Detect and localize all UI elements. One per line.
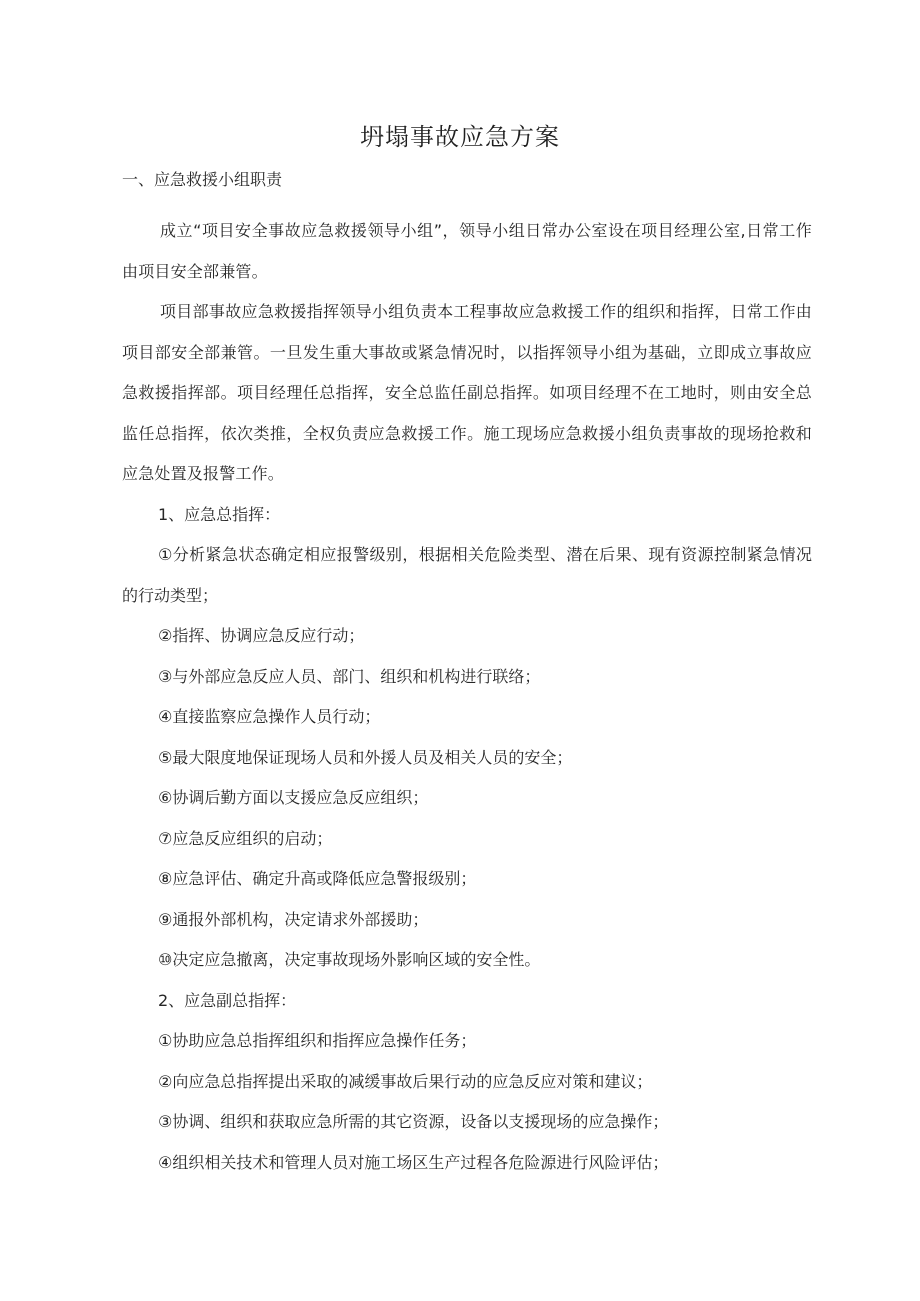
subsection-heading: 2、应急副总指挥： <box>158 990 297 1010</box>
list-item: ②向应急总指挥提出采取的减缓事故后果行动的应急反应对策和建议； <box>158 1071 653 1091</box>
list-item: ②指挥、协调应急反应行动； <box>158 626 365 645</box>
document-title: 坍塌事故应急方案 <box>360 123 560 151</box>
list-item: ⑩决定应急撤离，决定事故现场外影响区域的安全性。 <box>158 950 541 969</box>
list-item: ⑤最大限度地保证现场人员和外援人员及相关人员的安全； <box>158 747 573 767</box>
list-item: ③与外部应急反应人员、部门、组织和机构进行联络； <box>158 666 541 686</box>
list-item: ①分析紧急状态确定相应报警级别，根据相关危险类型、潜在后果、现有资源控制紧急情况的行动类型； <box>122 545 812 605</box>
list-item: ③协调、组织和获取应急所需的其它资源，设备以支援现场的应急操作； <box>158 1112 669 1131</box>
subsection-heading: 1、应急总指挥： <box>158 504 281 524</box>
list-item: ⑧应急评估、确定升高或降低应急警报级别； <box>158 869 477 888</box>
list-item: ①协助应急总指挥组织和指挥应急操作任务； <box>158 1031 477 1050</box>
list-item: ⑦应急反应组织的启动； <box>158 828 333 848</box>
document-body <box>122 170 812 1183</box>
paragraph: 项目部事故应急救援指挥领导小组负责本工程事故应急救援工作的组织和指挥，日常工作由项目部安全部兼管。一旦发生重大事故或紧急情况时，以指挥领导小组为基础，立即成立事故应急救援指挥部。项目经理任总指挥，安全总监任副总指挥。如项目经理不在工地时，则由安全总监任总指挥，依次类推，全权负责应急救援工作。施工现场应急救援小组负责事故的现场抢救和应急处置及报警工作。 <box>122 302 812 483</box>
spacer <box>122 190 812 211</box>
paragraph: 成立“项目安全事故应急救援领导小组”，领导小组日常办公室设在项目经理公室,日常工作由项目安全部兼管。 <box>122 221 812 281</box>
list-item: ⑥协调后勤方面以支援应急反应组织； <box>158 788 429 807</box>
list-item: ④直接监察应急操作人员行动； <box>158 707 381 726</box>
list-item: ⑨通报外部机构，决定请求外部援助； <box>158 909 429 929</box>
list-item: ④组织相关技术和管理人员对施工场区生产过程各危险源进行风险评估； <box>158 1152 669 1172</box>
section-heading: 一、应急救援小组职责 <box>122 170 283 189</box>
